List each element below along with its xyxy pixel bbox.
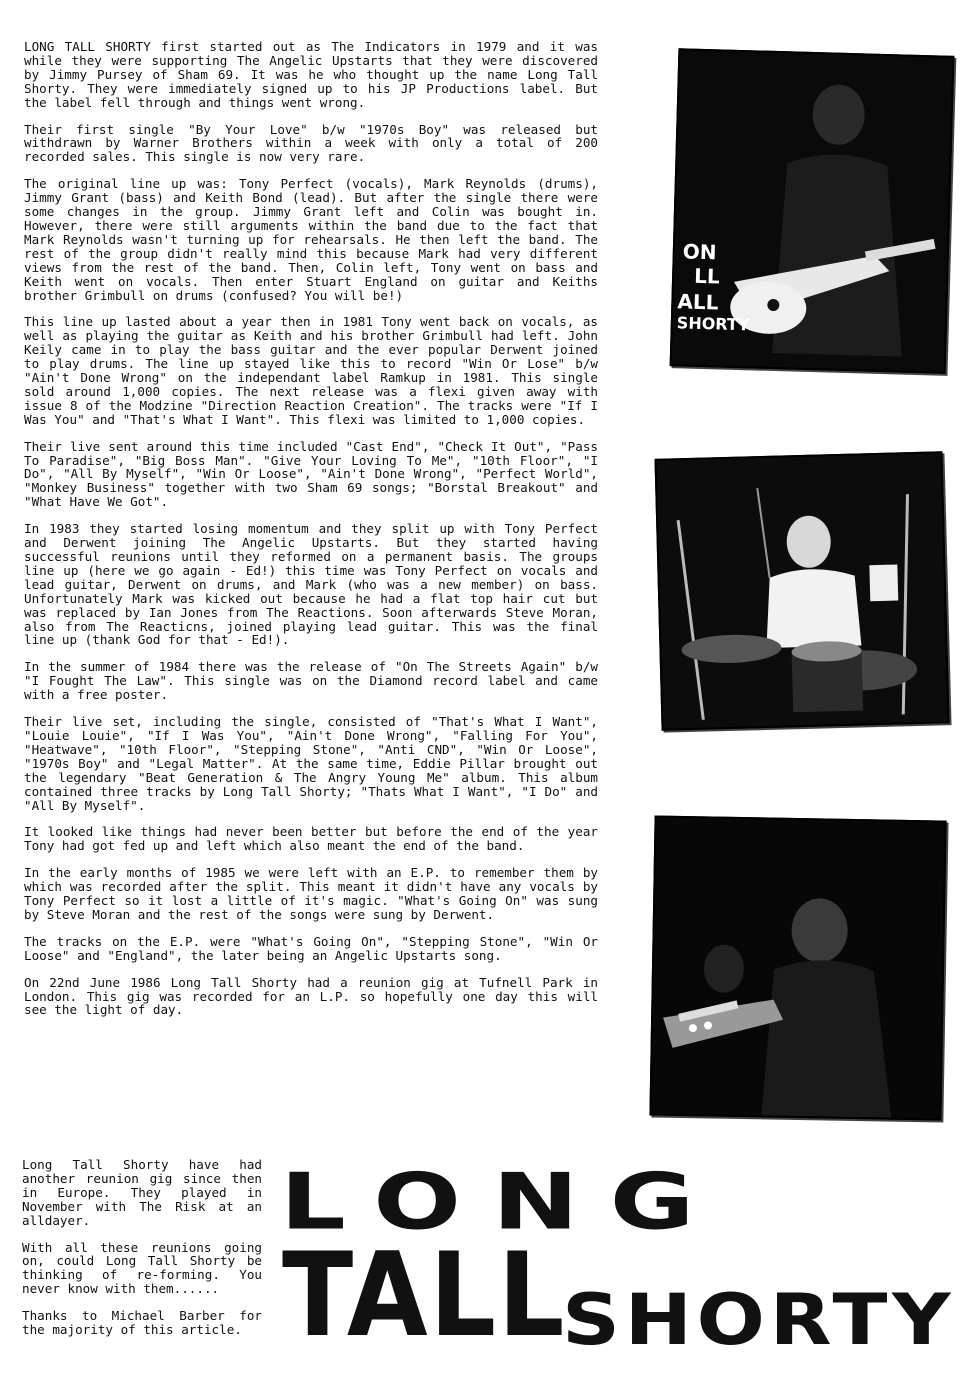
article-paragraph: Their live sent around this time included "Cast End", "Check It Out", "Pass To Paradise", "Big Boss Man". "Give Your Loving To Me", "10th Floor", "I Do", "All By Myself", "Win Or Loose", "Ain't Done Wrong", "Perfect World", "Monkey Business" together with two Sham 69 songs; "Borstal Breakout" and "What Have We Got". [24,438,598,510]
article-paragraph: It looked like things had never been better but before the end of the year Tony had got fed up and left which also meant the end of the band. [24,824,598,854]
article-paragraph: LONG TALL SHORTY first started out as The Indicators in 1979 and it was while they were supporting The Angelic Upstarts that they were discovered by Jimmy Pursey of Sham 69. It was he who thought up the name Long Tall Shorty. They were immediately signed up to his JP Productions label. But the label fell through and things went wrong. [24,39,598,110]
photo-guitarist [670,48,955,374]
band-live-image [651,818,944,1119]
side-paragraph: Long Tall Shorty have had another reunion gig since then in Europe. They played in November with The Risk at an alldayer. [22,1157,262,1228]
article-main-column [24,40,598,1030]
photo-caption-line: ALL [677,289,719,315]
article-paragraph: This line up lasted about a year then in 1981 Tony went back on vocals, as well as playing the guitar as Keith and his brother Grimbull had left. John Keily came in to play the bass guitar and the ever popular Derwent joined to play drums. The line up stayed like this to record "Win Or Lose" b/w "Ain't Done Wrong" on the independant label Ramkup in 1981. This single sold around 1,000 copies. The next release was a flexi given away with issue 8 of the Modzine "Direction Reaction Creation". The tracks were "If I Was You" and "That's What I Want". This flexi was limited to 1,000 copies. [24,314,598,427]
article-paragraph: The original line up was: Tony Perfect (vocals), Mark Reynolds (drums), Jimmy Grant (bass) and Keith Bond (lead). But after the single there were some changes in the group. Jimmy Grant left and Colin was bought in. However, there were still arguments within the band due to the fact that Mark Reynolds wasn't turning up for rehearsals. He then left the band. The rest of the group didn't really mind this because Mark had very different views from the rest of the band. Then, Colin left, Tony went on bass and Keith went on vocals. Then enter Stuart England on guitar and Keiths brother Grimbull on drums (confused? You will be!) [24,176,598,303]
photo-caption-line: ON [682,239,717,265]
article-paragraph: Their live set, including the single, consisted of "That's What I Want", "Louie Louie", "If I Was You", "Ain't Done Wrong", "Falling For You", "Heatwave", "10th Floor", "Stepping Stone", "Anti CND", "Win Or Loose", "1970s Boy" and "Legal Matter". At the same time, Eddie Pillar brought out the legendary "Beat Generation & The Angry Young Me" album. This album contained three tracks by Long Tall Shorty; "Thats What I Want", "I Do" and "All By Myself". [24,714,598,813]
article-paragraph: In the summer of 1984 there was the release of "On The Streets Again" b/w "I Fought The Law". This single was on the Diamond record label and came with a free poster. [24,659,598,703]
article-paragraph: In the early months of 1985 we were left with an E.P. to remember them by which was recorded after the split. This meant it didn't have any vocals by Tony Perfect so it lost a little of it's magic. "What's Going On" was sung by Steve Moran and the rest of the songs were sung by Derwent. [24,865,598,922]
side-paragraph: With all these reunions going on, could Long Tall Shorty be thinking of re-forming. You never know with them...... [22,1239,262,1297]
drummer-image [657,453,948,728]
photo-drummer [654,451,949,730]
article-paragraph: Their first single "By Your Love" b/w "1970s Boy" was released but withdrawn by Warner Brothers within a week with only a total of 200 recorded sales. This single is now very rare. [24,121,598,165]
logo-line-tall: TALL [282,1228,567,1363]
article-side-column [22,1158,262,1350]
band-logo [272,1157,962,1372]
article-paragraph: On 22nd June 1986 Long Tall Shorty had a reunion gig at Tufnell Park in London. This gig was recorded for an L.P. so hopefully one day this will see the light of day. [24,974,598,1018]
article-paragraph: In 1983 they started losing momentum and they split up with Tony Perfect and Derwent joining The Angelic Upstarts. But they started having successful reunions until they reformed on a permanent basis. The groups line up (here we go again - Ed!) this time was Tony Perfect on vocals and lead guitar, Derwent on drums, and Mark (who was a new member) on bass. Unfortunately Mark was kicked out because he had a flat top hair cut but was replaced by Ian Jones from The Reactions. Soon afterwards Steve Moran, also from The Reacticns, joined playing lead guitar. This was the final line up (thank God for that - Ed!). [24,521,598,648]
logo-line-shorty: SHORTY [562,1279,955,1361]
photo-band-live [649,815,946,1120]
logo-line-long: LONG [280,1157,726,1248]
photo-caption-line: SHORTY [676,313,750,335]
article-paragraph: The tracks on the E.P. were "What's Going On", "Stepping Stone", "Win Or Loose" and "England", the later being an Angelic Upstarts song. [24,933,598,963]
side-paragraph: Thanks to Michael Barber for the majority of this article. [22,1308,262,1338]
photo-caption-line: LL [693,263,720,289]
